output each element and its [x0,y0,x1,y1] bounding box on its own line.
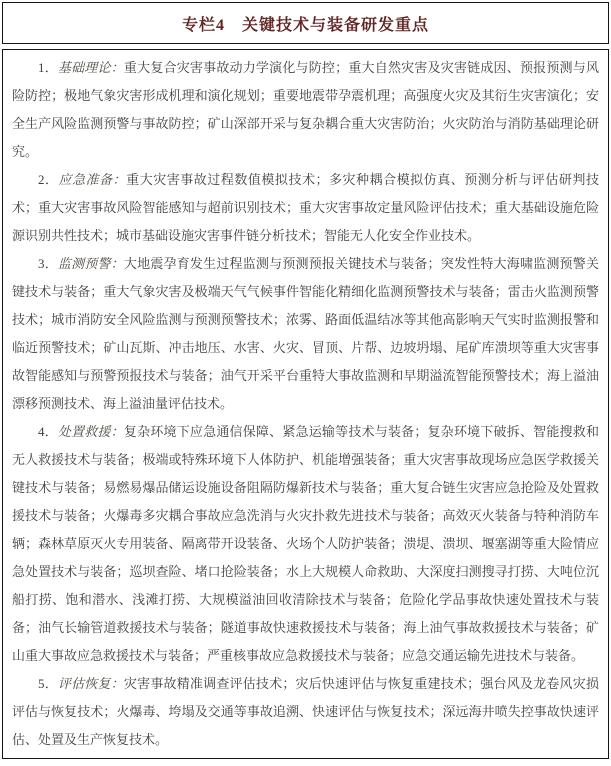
section-colon: ： [110,256,124,271]
section-number: 2． [38,172,59,187]
section-label: 应急准备 [58,172,113,187]
panel-content-box [2,49,609,759]
section-paragraph-disposal-rescue [12,418,599,670]
section-colon: ： [112,172,127,187]
section-paragraph-basic-theory [12,54,599,166]
section-number: 1． [38,60,58,75]
section-number: 3． [38,256,58,271]
section-label: 基础理论 [57,60,111,75]
section-body: 重大复合灾害事故动力学演化与防控；重大自然灾害及灾害链成因、预报预测与风险防控；极地气象灾害形成机理和演化规划；重要地震带孕震机理；高强度火灾及其衍生灾害演化；安全生产风险监测预警与事故防控；矿山深部开采与复杂耦合重大灾害防治；火灾防治与消防基础理论研究。 [12,60,599,159]
section-colon: ： [110,424,124,439]
section-paragraph-assessment-recovery [12,670,599,754]
section-colon: ： [110,676,124,691]
panel-title: 专栏4 关键技术与装备研发重点 [181,16,429,34]
section-label: 处置救援 [57,424,111,439]
section-body: 大地震孕育发生过程监测与预测预报关键技术与装备；突发性特大海啸监测预警关键技术与装备；重大气象灾害及极端天气气候事件智能化精细化监测预警技术与装备；雷击火监测预警技术；城市消防安全风险监测与预测预警技术；浓雾、路面低温结冰等其他高影响天气实时监测报警和临近预警技术；矿山瓦斯、冲击地压、水害、火灾、冒顶、片帮、边坡坍塌、尾矿库溃坝等重大灾害事故智能感知与预警预报技术与装备；油气开采平台重特大事故监测和早期溢流智能预警技术；海上溢油漂移预测技术、海上溢油量评估技术。 [12,256,599,411]
section-label: 监测预警 [57,256,111,271]
section-number: 4． [38,424,58,439]
section-body: 重大灾害事故过程数值模拟技术；多灾种耦合模拟仿真、预测分析与评估研判技术；重大灾害事故风险智能感知与超前识别技术；重大灾害事故定量风险评估技术；重大基础设施危险源识别共性技术；城市基础设施灾害事件链分析技术；智能无人化安全作业技术。 [12,172,599,243]
section-paragraph-monitoring-warning [12,250,599,418]
section-colon: ： [110,60,124,75]
panel-title-box [2,2,609,44]
section-label: 评估恢复 [57,676,111,691]
section-paragraph-emergency-preparation [12,166,599,250]
section-body: 灾害事故精准调查评估技术；灾后快速评估与恢复重建技术；强台风及龙卷风灾损评估与恢复技术；火爆毒、垮塌及交通等事故追溯、快速评估与恢复技术；深远海井喷失控事故快速评估、处置及生产恢复技术。 [12,676,599,747]
section-number: 5． [38,676,58,691]
section-body: 复杂环境下应急通信保障、紧急运输等技术与装备；复杂环境下破拆、智能搜救和无人救援技术与装备；极端或特殊环境下人体防护、机能增强装备；重大灾害事故现场应急医学救援关键技术与装备；易燃易爆品储运设施设备阻隔防爆新技术与装备；重大复合链生灾害应急抢险及处置救援技术与装备；火爆毒多灾耦合事故应急洗消与火灾扑救先进技术与装备；高效灭火装备与特种消防车辆；森林草原灭火专用装备、隔离带开设装备、火场个人防护装备；溃堤、溃坝、堰塞湖等重大险情应急处置技术与装备；巡坝查险、堵口抢险装备；水上大规模人命救助、大深度扫测搜寻打捞、大吨位沉船打捞、饱和潜水、浅滩打捞、大规模溢油回收清除技术与装备；危险化学品事故快速处置技术与装备；油气长输管道救援技术与装备；隧道事故快速救援技术与装备；海上油气事故救援技术与装备；矿山重大事故应急救援技术与装备；严重核事故应急救援技术与装备；应急交通运输先进技术与装备。 [12,424,599,663]
